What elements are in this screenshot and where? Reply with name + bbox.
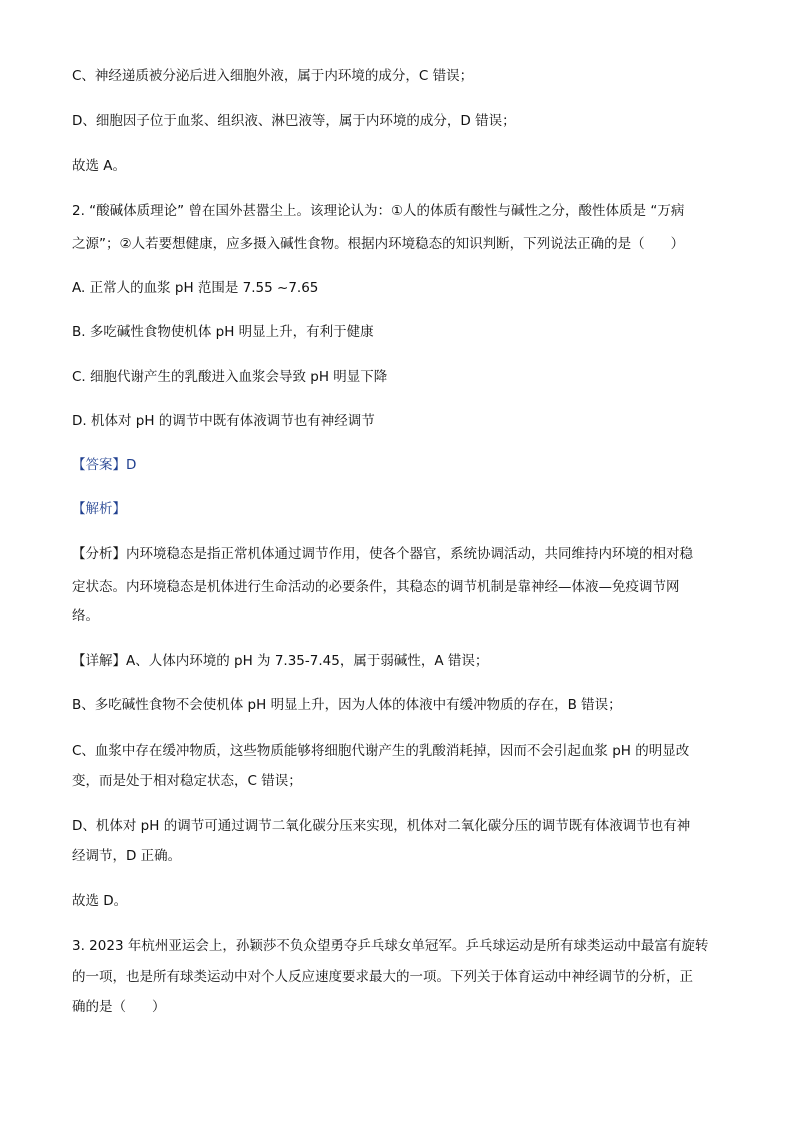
analysis-text: 络。 [72,608,99,624]
detail-text: 【详解】A、人体内环境的 pH 为 7.35-7.45，属于弱碱性，A 错误； [72,653,489,669]
detail-text: 变，而是处于相对稳定状态，C 错误； [72,773,302,789]
text-line: D、细胞因子位于血浆、组织液、淋巴液等，属于内环境的成分，D 错误； [72,113,516,129]
analysis-text: 【分析】内环境稳态是指正常机体通过调节作用，使各个器官，系统协调活动，共同维持内环境的相对稳 [72,546,693,562]
option-d: D. 机体对 pH 的调节中既有体液调节也有神经调节 [72,413,375,429]
text-line: C、神经递质被分泌后进入细胞外液，属于内环境的成分，C 错误； [72,68,474,84]
question-2-stem: 2. “酸碱体质理论” 曾在国外甚嚣尘上。该理论认为：①人的体质有酸性与碱性之分，酸性体质是 “万病 [72,203,685,219]
question-3-stem: 3. 2023 年杭州亚运会上，孙颖莎不负众望勇夺乒乓球女单冠军。乒乓球运动是所有球类运动中最富有旋转 [72,938,709,954]
question-3-stem: 的一项，也是所有球类运动中对个人反应速度要求最大的一项。下列关于体育运动中神经调节的分析，正 [72,969,693,985]
detail-text: C、血浆中存在缓冲物质，这些物质能够将细胞代谢产生的乳酸消耗掉，因而不会引起血浆 pH 的明显改 [72,743,690,759]
text-line: 故选 A。 [72,158,127,174]
detail-text: B、多吃碱性食物不会使机体 pH 明显上升，因为人体的体液中有缓冲物质的存在，B 错误； [72,697,622,713]
conclusion-text: 故选 D。 [72,893,128,909]
question-3-stem-text: 确的是（ [72,999,126,1015]
analysis-text: 定状态。内环境稳态是机体进行生命活动的必要条件，其稳态的调节机制是靠神经—体液—免疫调节网 [72,579,680,595]
question-3-stem [72,997,166,1017]
question-2-stem-text: 之源”；②人若要想健康，应多摄入碱性食物。根据内环境稳态的知识判断，下列说法正确的是（ [72,236,645,252]
detail-text: 经调节，D 正确。 [72,848,182,864]
option-b: B. 多吃碱性食物使机体 pH 明显上升，有利于健康 [72,324,374,340]
answer-label: 【答案】D [72,457,137,473]
option-c: C. 细胞代谢产生的乳酸进入血浆会导致 pH 明显下降 [72,369,388,385]
analysis-label: 【解析】 [72,501,126,517]
option-a: A. 正常人的血浆 pH 范围是 7.55 ~7.65 [72,280,319,296]
question-2-stem [72,234,684,254]
detail-text: D、机体对 pH 的调节可通过调节二氧化碳分压来实现，机体对二氧化碳分压的调节既有体液调节也有神 [72,818,691,834]
answer-blank-close: ） [152,999,166,1015]
answer-blank-close: ） [670,236,685,252]
